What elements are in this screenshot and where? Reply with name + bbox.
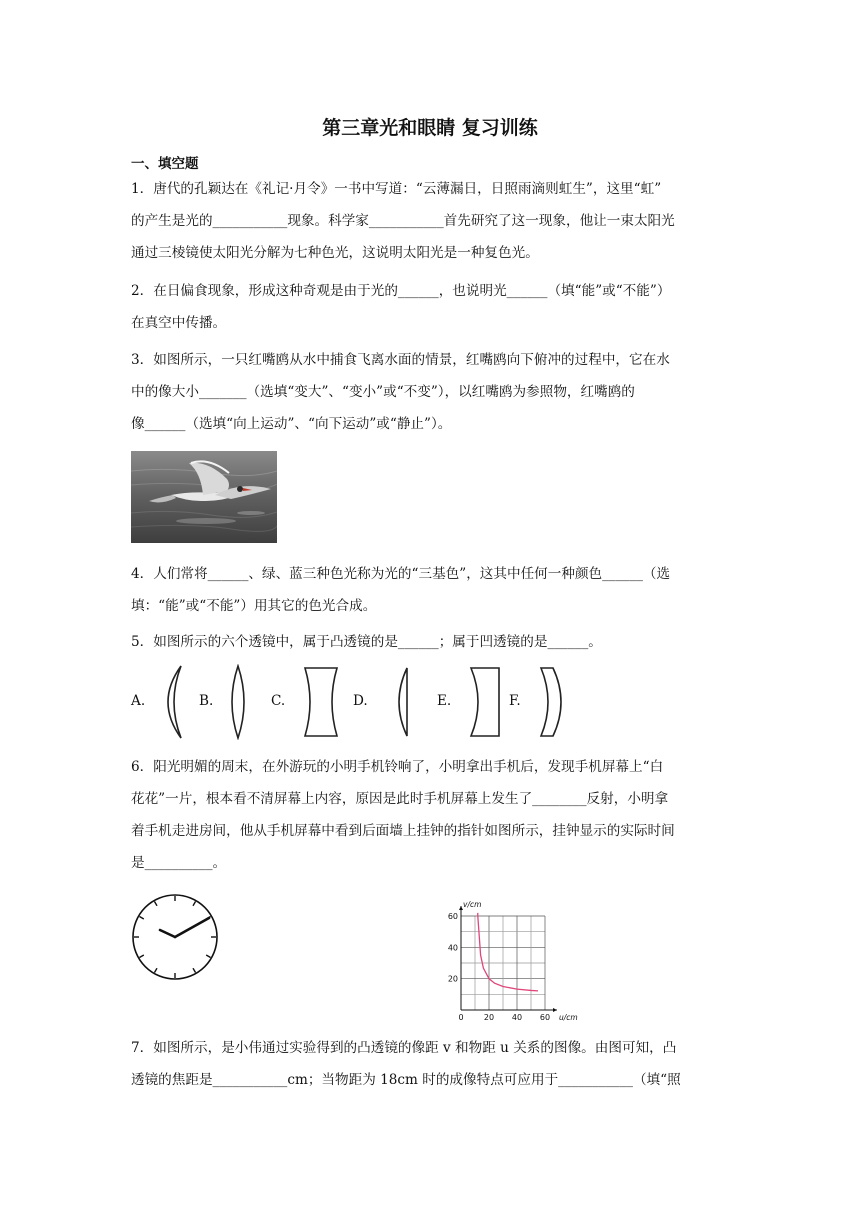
question-1-line-3: 通过三棱镜使太阳光分解为七种色光，这说明太阳光是一种复色光。 bbox=[131, 245, 539, 261]
wall-clock-figure bbox=[131, 893, 219, 981]
question-1-line-1: 1．唐代的孔颖达在《礼记·月令》一书中写道：“云薄漏日，日照雨滴则虹生”，这里“虹” bbox=[131, 181, 662, 197]
question-6-line-1: 6．阳光明媚的周末，在外游玩的小明手机铃响了，小明拿出手机后，发现手机屏幕上“白 bbox=[131, 759, 664, 775]
x-tick-label: 60 bbox=[539, 1013, 551, 1022]
page-title: 第三章光和眼睛 复习训练 bbox=[322, 117, 538, 139]
question-1-line-2: 的产生是光的___________现象。科学家___________首先研究了这一现象，他让一束太阳光 bbox=[131, 213, 675, 229]
lens-b-biconvex-icon bbox=[221, 664, 257, 740]
lens-a-meniscus-icon bbox=[151, 664, 191, 740]
question-6-line-2: 花花”一片，根本看不清屏幕上内容，原因是此时手机屏幕上发生了________反射，小明拿 bbox=[131, 791, 669, 807]
x-axis-arrow bbox=[553, 1008, 557, 1012]
lens-label-c: C. bbox=[271, 693, 286, 709]
section-heading: 一、填空题 bbox=[131, 156, 199, 172]
question-4-line-2: 填：“能”或“不能”）用其它的色光合成。 bbox=[131, 598, 377, 614]
x-tick-label: 0 bbox=[458, 1013, 464, 1022]
question-2-line-2: 在真空中传播。 bbox=[131, 315, 227, 331]
lens-label-f: F. bbox=[509, 693, 521, 709]
lens-diagram bbox=[131, 664, 731, 740]
question-3-line-2: 中的像大小_______（选填“变大”、“变小”或“不变”），以红嘴鸥为参照物，红嘴鸥的 bbox=[131, 384, 635, 400]
lens-e-plano-concave-icon bbox=[465, 664, 505, 740]
lens-label-a: A. bbox=[131, 693, 146, 709]
y-axis-label: v/cm bbox=[463, 900, 482, 909]
lens-label-b: B. bbox=[199, 693, 214, 709]
question-7-line-2: 透镜的焦距是___________cm；当物距为 18cm 时的成像特点可应用于___________（填“照 bbox=[131, 1072, 681, 1088]
question-5-line-1: 5．如图所示的六个透镜中，属于凸透镜的是______；属于凹透镜的是______。 bbox=[131, 634, 602, 650]
question-3-line-3: 像______（选填“向上运动”、“向下运动”或“静止”）。 bbox=[131, 416, 452, 432]
x-axis-label: u/cm bbox=[559, 1013, 578, 1022]
y-tick-label: 20 bbox=[447, 974, 458, 984]
question-6-line-3: 着手机走进房间，他从手机屏幕中看到后面墙上挂钟的指针如图所示，挂钟显示的实际时间 bbox=[131, 823, 675, 839]
seagull-photo bbox=[131, 451, 277, 543]
question-6-line-4: 是__________。 bbox=[131, 855, 227, 871]
lens-f-concave-meniscus-icon bbox=[533, 664, 573, 740]
question-3-line-1: 3．如图所示，一只红嘴鸥从水中捕食飞离水面的情景，红嘴鸥向下俯冲的过程中，它在水 bbox=[131, 352, 670, 368]
series-line bbox=[476, 898, 538, 991]
question-7-line-1: 7．如图所示，是小伟通过实验得到的凸透镜的像距 v 和物距 u 关系的图像。由图可知，凸 bbox=[131, 1040, 677, 1056]
lens-label-e: E. bbox=[437, 693, 452, 709]
question-2-line-1: 2．在日偏食现象，形成这种奇观是由于光的______，也说明光______（填“能”或“不能”） bbox=[131, 283, 671, 299]
lens-label-d: D. bbox=[353, 693, 368, 709]
lens-d-plano-convex-icon bbox=[385, 664, 421, 740]
y-tick-label: 60 bbox=[447, 912, 458, 921]
y-tick-label: 40 bbox=[447, 943, 458, 953]
x-tick-label: 20 bbox=[483, 1013, 495, 1022]
image-distance-chart bbox=[433, 898, 583, 1022]
lens-c-biconcave-icon bbox=[299, 664, 345, 740]
x-tick-label: 40 bbox=[511, 1013, 523, 1022]
question-4-line-1: 4．人们常将______、绿、蓝三种色光称为光的“三基色”，这其中任何一种颜色______（选 bbox=[131, 566, 671, 582]
